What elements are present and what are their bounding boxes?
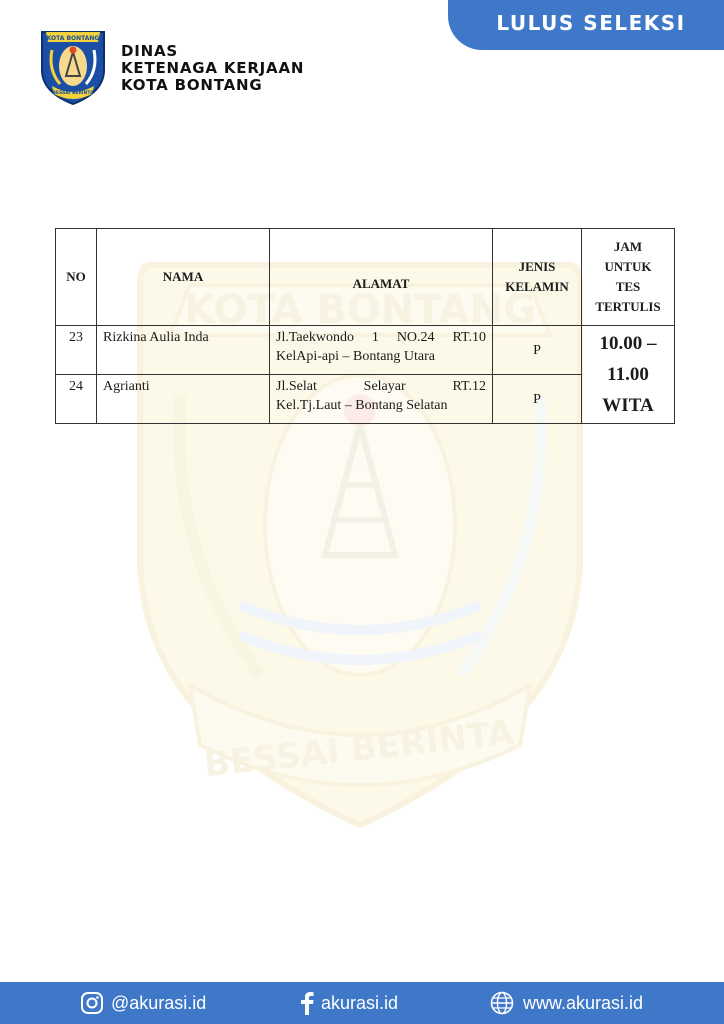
header-nama: NAMA <box>97 229 270 326</box>
header-jam-tes <box>582 229 675 326</box>
cell-jam-tes <box>582 326 675 424</box>
instagram-icon <box>80 991 104 1015</box>
jam-line-2: 11.00 <box>607 364 649 385</box>
cell-no: 24 <box>56 375 97 424</box>
footer-instagram-handle: @akurasi.id <box>111 992 207 1013</box>
alamat-line-1: Jl.Selat Selayar RT.12 <box>276 379 486 394</box>
cell-nama: Agrianti <box>97 375 270 424</box>
status-banner <box>448 0 724 50</box>
footer-instagram[interactable] <box>80 991 206 1015</box>
watermark-bottom-text: BESSAI BERINTA <box>202 712 516 786</box>
table-row <box>56 326 675 375</box>
cell-alamat <box>270 375 493 424</box>
table-header-row <box>56 229 675 326</box>
header-alamat: ALAMAT <box>270 229 493 326</box>
cell-nama: Rizkina Aulia Inda <box>97 326 270 375</box>
results-table <box>55 228 675 424</box>
facebook-icon <box>300 991 314 1015</box>
cell-jenis-kelamin: P <box>493 375 582 424</box>
header-jk-line-2: KELAMIN <box>505 279 569 294</box>
header-jam-line-1: JAM <box>613 239 643 254</box>
logo-top-text: KOTA BONTANG <box>46 35 100 42</box>
footer-facebook-handle: akurasi.id <box>321 992 399 1013</box>
globe-icon <box>488 991 516 1015</box>
cell-no: 23 <box>56 326 97 375</box>
org-line-1: DINAS <box>121 42 178 60</box>
header-jenis-kelamin <box>493 229 582 326</box>
alamat-line-2: KelApi-api – Bontang Utara <box>276 349 436 364</box>
jam-line-1: 10.00 – <box>599 333 657 354</box>
org-line-3: KOTA BONTANG <box>121 76 263 94</box>
header-jam-line-3: TES <box>615 279 641 294</box>
watermark-top-text: KOTA BONTANG <box>184 287 536 333</box>
footer-website[interactable] <box>488 991 643 1015</box>
organization-name <box>121 43 304 94</box>
header-jam-line-4: TERTULIS <box>595 299 661 314</box>
org-line-2: KETENAGA KERJAAN <box>121 59 305 77</box>
jam-line-3: WITA <box>602 395 654 416</box>
header-no: NO <box>56 229 97 326</box>
cell-jenis-kelamin: P <box>493 326 582 375</box>
kota-bontang-logo <box>38 26 108 106</box>
alamat-line-1: Jl.Taekwondo 1 NO.24 RT.10 <box>276 330 486 345</box>
header-jk-line-1: JENIS <box>518 259 556 274</box>
cell-alamat <box>270 326 493 375</box>
alamat-line-2: Kel.Tj.Laut – Bontang Selatan <box>276 398 448 413</box>
status-banner-label: LULUS SELEKSI <box>496 11 686 35</box>
footer-bar <box>0 982 724 1024</box>
header-jam-line-2: UNTUK <box>604 259 652 274</box>
logo-bottom-text: BESSAI BERINTA <box>52 91 94 96</box>
footer-facebook[interactable] <box>300 991 398 1015</box>
footer-website-url: www.akurasi.id <box>523 992 644 1013</box>
